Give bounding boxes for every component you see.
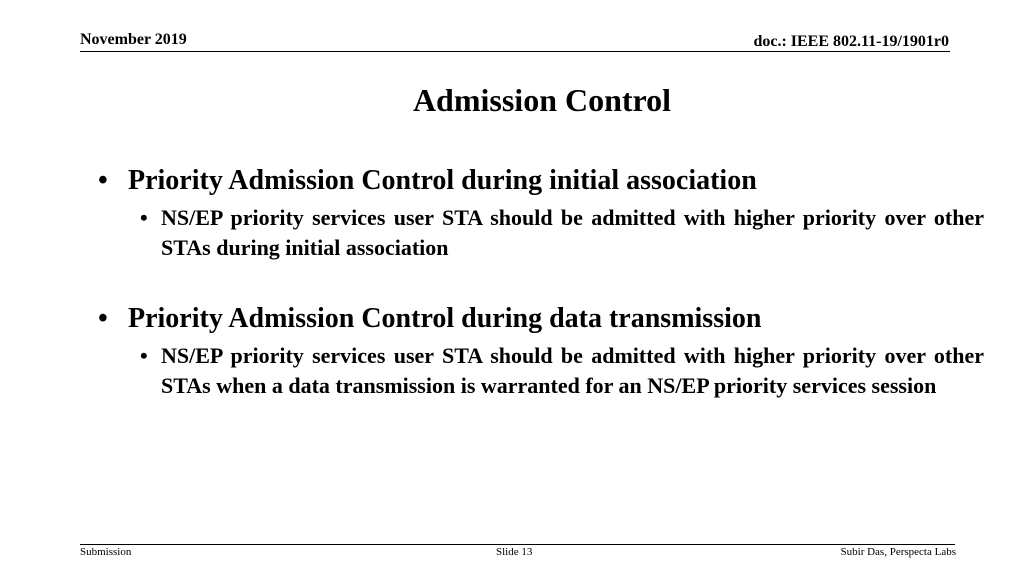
sub-bullet-icon: • (140, 343, 148, 368)
footer-author: Subir Das, Perspecta Labs (840, 546, 956, 558)
header-doc-id: doc.: IEEE 802.11-19/1901r0 (753, 33, 949, 50)
header-date: November 2019 (80, 31, 187, 48)
sub-bullet-text: NS/EP priority services user STA should be admitted with higher priority over other STAs when a data transmission is warranted for an NS/EP priority services session (161, 343, 984, 398)
slide-title: Admission Control (412, 82, 672, 118)
sub-bullet-item (128, 341, 984, 401)
bullet-text: Priority Admission Control during initial association (128, 165, 757, 196)
footer-submission: Submission (80, 546, 132, 558)
sub-bullet-text: NS/EP priority services user STA should be admitted with higher priority over other STAs during initial association (161, 205, 984, 260)
sub-bullet-item (128, 203, 984, 263)
sub-bullet-icon: • (140, 205, 148, 230)
bullet-text: Priority Admission Control during data transmission (128, 303, 762, 334)
bullet-item (96, 164, 984, 198)
slide-content (96, 164, 984, 401)
bullet-group (96, 164, 984, 263)
bullet-icon: • (98, 303, 108, 334)
footer-divider (80, 544, 955, 545)
bullet-group (96, 302, 984, 401)
header-divider (80, 51, 950, 52)
bullet-icon: • (98, 165, 108, 196)
footer-slide-number: Slide 13 (496, 546, 533, 558)
bullet-item (96, 302, 984, 336)
